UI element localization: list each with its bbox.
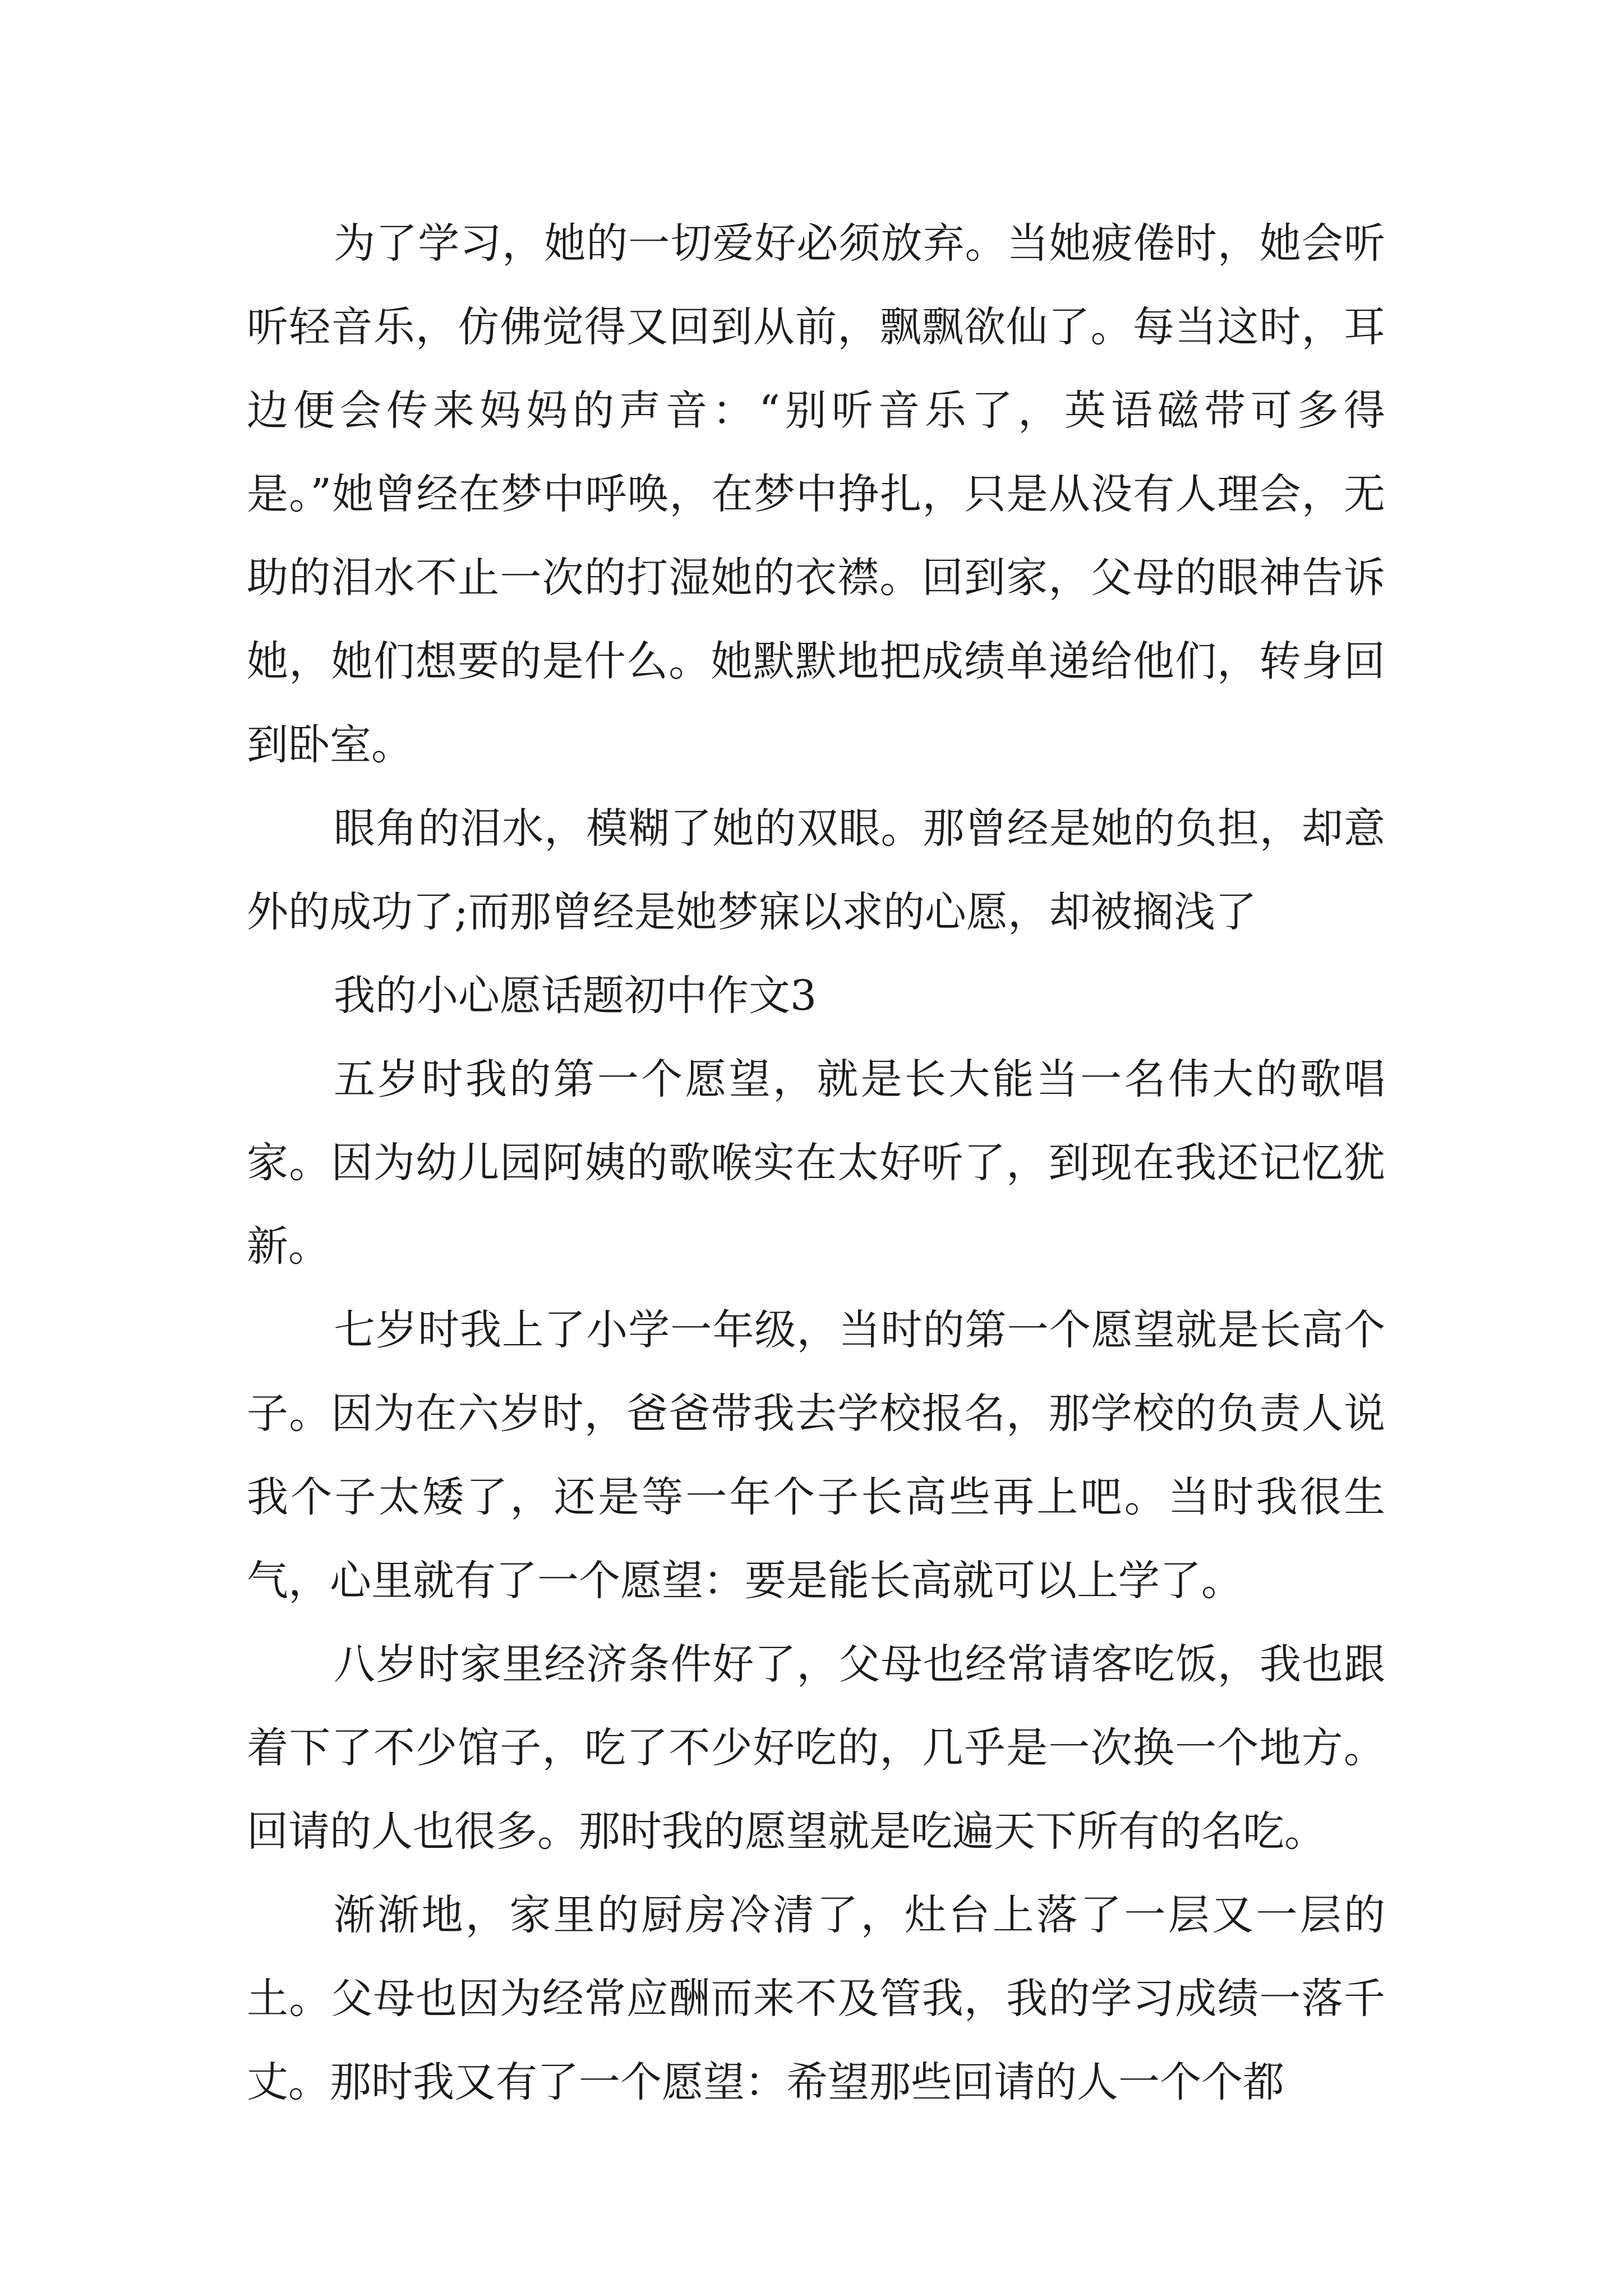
paragraph-6: 渐渐地，家里的厨房冷清了，灶台上落了一层又一层的土。父母也因为经常应酬而来不及管我，我的学习成绩一落千丈。那时我又有了一个愿望：希望那些回请的人一个个都 <box>247 1891 1385 2106</box>
paragraph-5: 八岁时家里经济条件好了，父母也经常请客吃饭，我也跟着下了不少馆子，吃了不少好吃的，几乎是一次换一个地方。回请的人也很多。那时我的愿望就是吃遍天下所有的名吃。 <box>247 1640 1385 1856</box>
paragraph-2: 眼角的泪水，模糊了她的双眼。那曾经是她的负担，却意外的成功了;而那曾经是她梦寐以求的心愿，却被搁浅了 <box>247 804 1385 936</box>
paragraph-1: 为了学习，她的一切爱好必须放弃。当她疲倦时，她会听听轻音乐，仿佛觉得又回到从前，飘飘欲仙了。每当这时，耳边便会传来妈妈的声音：“别听音乐了，英语磁带可多得是。”她曾经在梦中呼唤，在梦中挣扎，只是从没有人理会，无助的泪水不止一次的打湿她的衣襟。回到家，父母的眼神告诉她，她们想要的是什么。她默默地把成绩单递给他们，转身回到卧室。 <box>247 219 1385 769</box>
document-body <box>247 202 1385 2124</box>
section-heading: 我的小心愿话题初中作文3 <box>334 972 817 1020</box>
paragraph-4: 七岁时我上了小学一年级，当时的第一个愿望就是长高个子。因为在六岁时，爸爸带我去学校报名，那学校的负责人说我个子太矮了，还是等一年个子长高些再上吧。当时我很生气，心里就有了一个愿望：要是能长高就可以上学了。 <box>247 1306 1385 1605</box>
paragraph-3: 五岁时我的第一个愿望，就是长大能当一名伟大的歌唱家。因为幼儿园阿姨的歌喉实在太好听了，到现在我还记忆犹新。 <box>247 1055 1385 1271</box>
